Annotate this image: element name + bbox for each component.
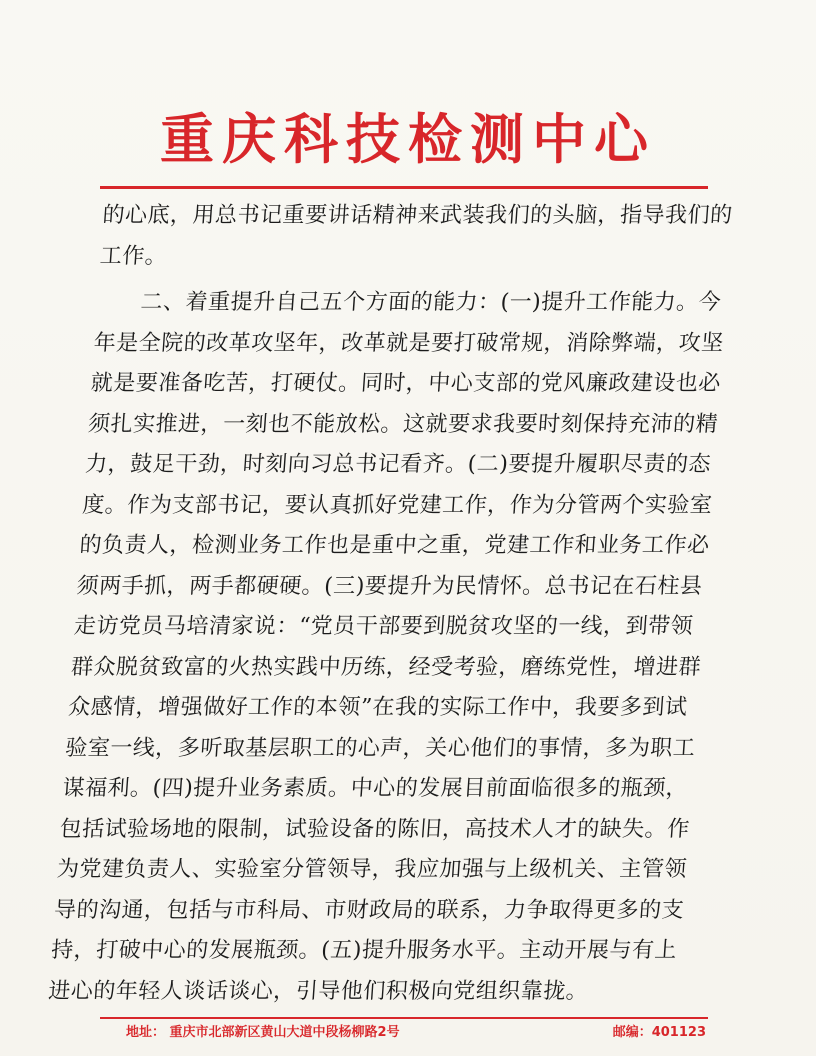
body-first-line: 的心底，用总书记重要讲话精神来武装我们的头脑，指导我们的工作。 xyxy=(98,203,734,269)
letterhead-title: 重庆科技检测中心 xyxy=(160,108,656,171)
body-main-paragraph: 二、着重提升自己五个方面的能力：(一)提升工作能力。今年是全院的改革攻坚年，改革就是要打破常规，消除弊端，攻坚就是要准备吃苦，打硬仗。同时，中心支部的党风廉政建设也必须扎实推进，一刻也不能放松。这就要求我要时刻保持充沛的精力，鼓足干劲，时刻向习总书记看齐。(二)要提升履职尽责的态度。作为支部书记，要认真抓好党建工作，作为分管两个实验室的负责人，检测业务工作也是重中之重，党建工作和业务工作必须两手抓，两手都硬硬。(三)要提升为民情怀。总书记在石柱县走访党员马培清家说：“党员干部要到脱贫攻坚的一线，到带领群众脱贫致富的火热实践中历练，经受考验，磨练党性，增进群众感情，增强做好工作的本领”在我的实际工作中，我要多到试验室一线，多听取基层职工的心声，关心他们的事情，多为职工谋福利。(四)提升业务素质。中心的发展目前面临很多的瓶颈，包括试验场地的限制，试验设备的陈旧，高技术人才的缺失。作为党建负责人、实验室分管领导，我应加强与上级机关、主管领导的沟通，包括与市科局、市财政局的联系，力争取得更多的支持，打破中心的发展瓶颈。(五)提升服务水平。主动开展与有上进心的年轻人谈话谈心，引导他们积极向党组织靠拢。 xyxy=(47,290,725,1004)
footer-divider xyxy=(100,1017,708,1019)
footer xyxy=(126,1022,716,1046)
letterhead xyxy=(0,108,816,172)
footer-postcode: 邮编：401123 xyxy=(612,1025,706,1040)
letterhead-divider xyxy=(100,186,708,189)
footer-address: 地址： 重庆市北部新区黄山大道中段杨柳路2号 xyxy=(126,1025,400,1040)
handwritten-body xyxy=(47,196,744,1012)
